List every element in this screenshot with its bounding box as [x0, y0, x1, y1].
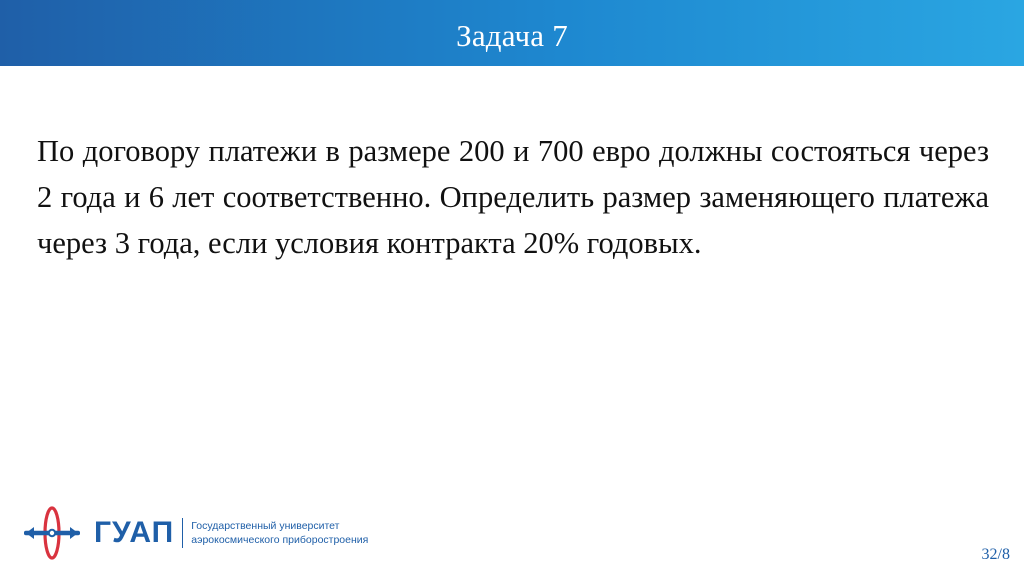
logo-subtitle: [191, 519, 368, 547]
page-number: 32/8: [981, 546, 1010, 563]
university-logo: [24, 505, 368, 561]
slide-header: [0, 0, 1024, 66]
slide-title: Задача 7: [456, 17, 568, 53]
logo-divider: [182, 518, 183, 548]
logo-subtitle-line2: аэрокосмического приборостроения: [191, 534, 369, 546]
guap-emblem-icon: [24, 505, 80, 561]
task-text: По договору платежи в размере 200 и 700 евро должны состояться через 2 года и 6 лет соответственно. Определить размер заменяющего платежа через 3 года, если условия контракта 20% годовых.: [37, 134, 989, 260]
logo-subtitle-line1: Государственный университет: [191, 520, 340, 532]
logo-name: ГУАП: [94, 516, 175, 549]
